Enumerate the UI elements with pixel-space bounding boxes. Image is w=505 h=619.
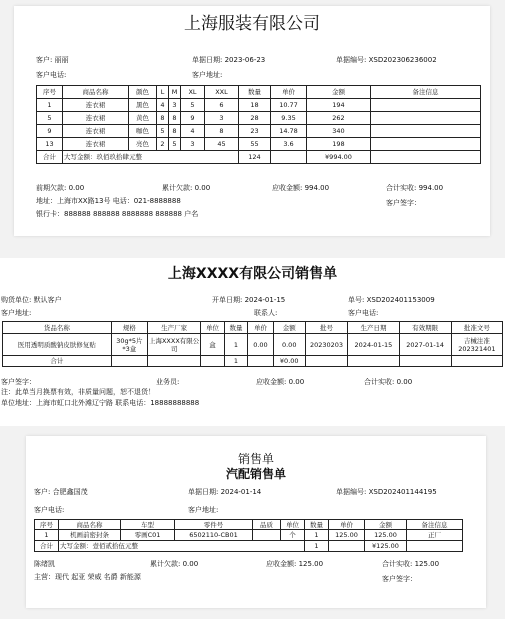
items-table <box>36 85 481 164</box>
salesman: 业务员: <box>156 378 180 386</box>
header-cell: M <box>169 86 181 99</box>
salesperson-name: 陈绪凯 <box>34 560 55 568</box>
customer-address: 客户地址: <box>192 71 223 79</box>
customer-signature: 客户签字： <box>1 378 36 386</box>
header-cell: 金额 <box>307 86 371 99</box>
amount-in-words: 大写金额：玖佰玖拾肆元整 <box>63 151 239 164</box>
amount-receivable: 应收金额: 125.00 <box>266 560 324 568</box>
return-note: 注：此单当月换票有效，非质量问题，恕不退货！ <box>1 388 155 396</box>
invoice-card-1 <box>14 6 490 236</box>
accumulated-debt: 累计欠款: 0.00 <box>162 184 211 192</box>
customer-phone: 客户电话: <box>348 309 379 317</box>
accumulated-debt: 累计欠款: 0.00 <box>150 560 199 568</box>
header-cell: XXL <box>205 86 239 99</box>
previous-debt: 前期欠款: 0.00 <box>36 184 85 192</box>
page-title: 上海XXXX有限公司销售单 <box>167 266 338 282</box>
amount-receivable: 应收金额: 0.00 <box>256 378 305 386</box>
customer-signature: 客户签字： <box>386 199 421 207</box>
header-cell: XL <box>181 86 205 99</box>
header-cell: 商品名称 <box>63 86 129 99</box>
table-total-row: 合计 1 ¥0.00 <box>3 356 503 367</box>
page-title: 销售单 <box>237 452 274 466</box>
amount-received: 合计实收: 0.00 <box>364 378 413 386</box>
doc-number: 单据编号: XSD202401144195 <box>336 488 437 496</box>
table-row: 13 连衣裙 亮色 2 5 3 45 55 3.6 198 <box>37 138 481 151</box>
table-row: 9 连衣裙 咖色 5 8 4 8 23 14.78 340 <box>37 125 481 138</box>
table-header <box>37 86 481 99</box>
customer-name: 客户: 丽丽 <box>36 56 69 64</box>
header-cell: 颜色 <box>129 86 157 99</box>
page-subtitle: 汽配销售单 <box>225 467 286 481</box>
customer-phone: 客户电话: <box>36 71 67 79</box>
bank-account: 银行卡：888888 888888 8888888 888888 户名 <box>36 210 199 218</box>
items-table <box>34 519 463 552</box>
table-row: 1 连衣裙 黑色 4 3 5 6 18 10.77 194 <box>37 99 481 112</box>
header-cell: L <box>157 86 169 99</box>
header-cell: 序号 <box>37 86 63 99</box>
main-brands: 主营：现代 起亚 荣威 名爵 新能源 <box>34 573 141 581</box>
customer-address: 客户地址: <box>188 506 219 514</box>
customer-phone: 客户电话: <box>34 506 65 514</box>
table-header: 货品名称 规格 生产厂家 单位 数量 单价 金额 批号 生产日期 有效期限 批准文号 <box>3 322 503 334</box>
amount-received: 合计实收: 125.00 <box>382 560 440 568</box>
doc-date: 单据日期: 2023-06-23 <box>192 56 266 64</box>
page-title: 上海服装有限公司 <box>184 14 320 34</box>
amount-receivable: 应收金额: 994.00 <box>272 184 330 192</box>
invoice-card-2 <box>0 258 505 426</box>
table-row: 医用透明质酸钠皮肤修复贴 30g*5片*3盒 上海XXXX有限公司 盒 1 0.00 0.00 20230203 2024-01-15 2027-01-14 吉械注准202321401 <box>3 334 503 356</box>
table-total-row: 合计 大写金额：壹佰贰拾伍元整 1 ¥125.00 <box>35 541 463 552</box>
customer-address: 客户地址: <box>1 309 32 317</box>
amount-received: 合计实收: 994.00 <box>386 184 444 192</box>
header-cell: 数量 <box>239 86 271 99</box>
table-header: 序号 商品名称 车型 零件号 品质 单位 数量 单价 金额 备注信息 <box>35 520 463 530</box>
company-address: 地址：上海市XX路13号 电话：021-8888888 <box>36 197 181 205</box>
customer-signature: 客户签字： <box>382 575 417 583</box>
doc-number: 单据编号: XSD202306236002 <box>336 56 437 64</box>
buyer: 购货单位: 默认客户 <box>1 296 62 304</box>
items-table <box>2 321 503 367</box>
contact-person: 联系人: <box>254 309 278 317</box>
doc-number: 单号: XSD202401153009 <box>348 296 435 304</box>
invoice-card-3 <box>26 436 486 608</box>
table-total-row: 合计 大写金额：玖佰玖拾肆元整 124 ¥994.00 <box>37 151 481 164</box>
amount-in-words: 大写金额：壹佰贰拾伍元整 <box>59 541 305 552</box>
customer-name: 客户: 合肥鑫国茂 <box>34 488 88 496</box>
doc-date: 单据日期: 2024-01-14 <box>188 488 262 496</box>
doc-date: 开单日期: 2024-01-15 <box>212 296 286 304</box>
header-cell: 单价 <box>271 86 307 99</box>
company-address: 单位地址：上海市虹口北外滩辽宁路 联系电话：18888888888 <box>1 399 200 407</box>
table-row: 1 机画前密封条 零画C01 6502110-CB01 个 1 125.00 125.00 正厂 <box>35 530 463 541</box>
header-cell: 备注信息 <box>371 86 481 99</box>
table-row: 5 连衣裙 黄色 8 8 9 3 28 9.35 262 <box>37 112 481 125</box>
